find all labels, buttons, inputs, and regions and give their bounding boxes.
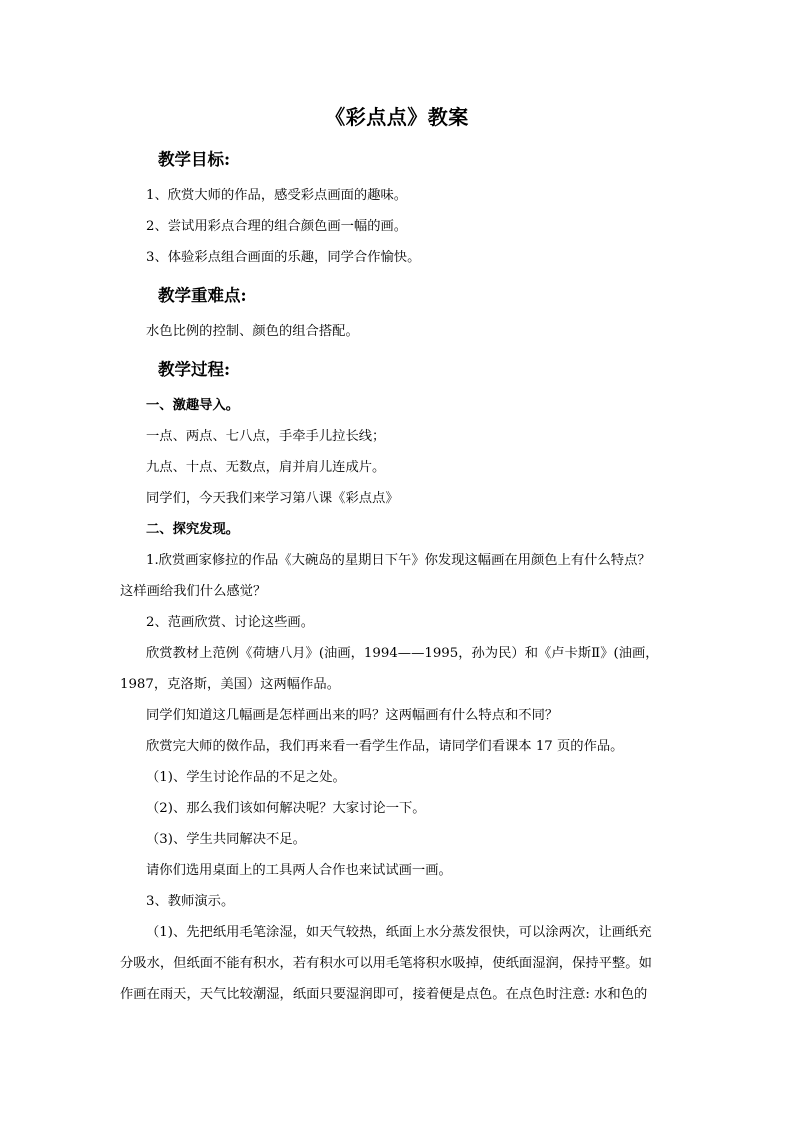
paragraph-line: 同学们，今天我们来学习第八课《彩点点》 [146, 491, 399, 506]
goal-item: 2、尝试用彩点合理的组合颜色画一幅的画。 [146, 219, 408, 234]
keypoints-text: 水色比例的控制、颜色的组合搭配。 [146, 324, 359, 339]
paragraph-line: 欣赏完大师的傚作品，我们再来看一看学生作品，请同学们看课本 17 页的作品。 [146, 739, 624, 754]
paragraph-line: 分吸水，但纸面不能有积水，若有积水可以用毛笔将积水吸掉，使纸面湿润，保持平整。如 [120, 956, 652, 971]
paragraph-line: 请你们选用桌面上的工具两人合作也来试试画一画。 [146, 863, 452, 878]
section-title: 二、探究发现。 [146, 522, 240, 537]
paragraph-line: （2)、那么我们该如何解决呢？大家讨论一下。 [146, 801, 426, 816]
paragraph-line: （3)、学生共同解决不足。 [146, 832, 306, 847]
keypoints-heading: 教学重难点: [158, 286, 247, 305]
paragraph-line: 欣赏教材上范例《荷塘八月》(油画，1994——1995，孙为民）和《卢卡斯Ⅱ》(油画， [146, 646, 659, 661]
goal-item: 3、体验彩点组合画面的乐趣，同学合作愉快。 [146, 250, 421, 265]
paragraph-line: 九点、十点、无数点，肩并肩儿连成片。 [146, 460, 386, 475]
paragraph-line: （1)、学生讨论作品的不足之处。 [146, 770, 346, 785]
paragraph-line: 同学们知道这几幅画是怎样画出来的吗？这两幅画有什么特点和不同？ [146, 708, 559, 723]
process-heading: 教学过程: [158, 360, 231, 379]
paragraph-line: 作画在雨天，天气比较潮湿，纸面只要湿润即可，接着便是点色。在点色时注意: 水和色的 [120, 987, 648, 1002]
paragraph-line: 3、教师演示。 [146, 894, 235, 909]
paragraph-line: 一点、两点、七八点，手牵手儿拉长线； [146, 429, 386, 444]
section-title: 一、激趣导入。 [146, 398, 240, 413]
paragraph-line: （1)、先把纸用毛笔涂湿，如天气较热，纸面上水分蒸发很快，可以涂两次，让画纸充 [146, 925, 652, 940]
paragraph-line: 1.欣赏画家修拉的作品《大碗岛的星期日下午》你发现这幅画在用颜色上有什么特点？ [146, 553, 651, 568]
paragraph-line: 2、范画欣赏、讨论这些画。 [146, 615, 315, 630]
paragraph-line: 1987，克洛斯，美国）这两幅作品。 [120, 677, 340, 692]
goal-item: 1、欣赏大师的作品，感受彩点画面的趣味。 [146, 188, 408, 203]
paragraph-line: 这样画给我们什么感觉？ [120, 584, 267, 599]
goals-heading: 教学目标: [158, 150, 231, 169]
page-title: 《彩点点》教案 [325, 105, 469, 129]
